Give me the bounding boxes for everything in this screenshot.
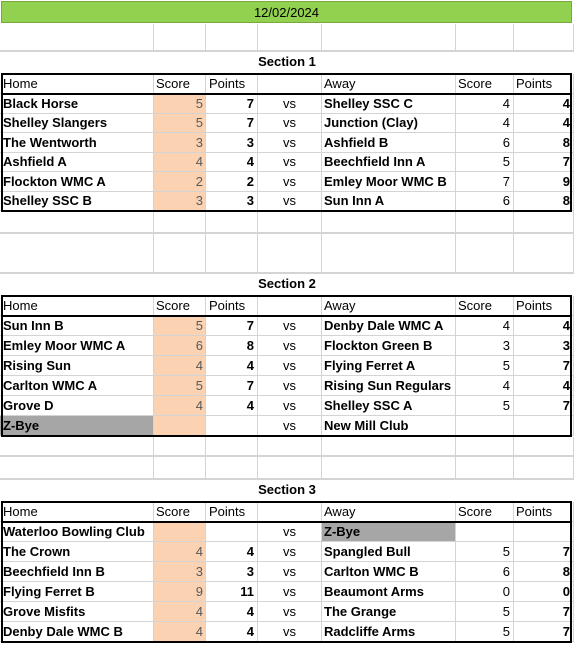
- away-points-cell[interactable]: 7: [514, 602, 574, 622]
- away-points-cell[interactable]: 0: [514, 582, 574, 602]
- home-score-cell[interactable]: 6: [154, 336, 206, 356]
- empty-cell[interactable]: [456, 210, 514, 233]
- away-score-cell[interactable]: 4: [456, 376, 514, 396]
- home-team-cell[interactable]: Grove D: [0, 396, 154, 416]
- empty-cell[interactable]: [322, 457, 456, 479]
- empty-row: [0, 210, 574, 234]
- home-score-cell[interactable]: 5: [154, 316, 206, 336]
- empty-cell[interactable]: [322, 24, 456, 51]
- away-team-cell[interactable]: New Mill Club: [322, 416, 456, 436]
- match-row: [0, 192, 574, 212]
- home-team-cell[interactable]: Beechfield Inn B: [0, 562, 154, 582]
- away-points-cell[interactable]: 4: [514, 376, 574, 396]
- home-points-cell[interactable]: 3: [206, 562, 258, 582]
- home-score-cell[interactable]: 3: [154, 192, 206, 212]
- empty-cell[interactable]: [206, 234, 258, 273]
- home-team-cell[interactable]: Emley Moor WMC A: [0, 336, 154, 356]
- away-points-cell[interactable]: 7: [514, 622, 574, 642]
- home-team-cell[interactable]: Rising Sun: [0, 356, 154, 376]
- home-points-cell[interactable]: 7: [206, 316, 258, 336]
- vs-label-cell[interactable]: vs: [258, 396, 322, 416]
- empty-cell[interactable]: [0, 437, 154, 456]
- away-score-cell[interactable]: 6: [456, 192, 514, 212]
- empty-cell[interactable]: [514, 234, 574, 273]
- away-score-cell[interactable]: 4: [456, 114, 514, 134]
- match-row: [0, 356, 574, 376]
- away-team-cell[interactable]: Rising Sun Regulars: [322, 376, 456, 396]
- home-score-cell[interactable]: 3: [154, 562, 206, 582]
- empty-cell[interactable]: [322, 210, 456, 233]
- away-score-cell[interactable]: 5: [456, 622, 514, 642]
- away-team-cell[interactable]: Denby Dale WMC A: [322, 316, 456, 336]
- away-points-cell[interactable]: 9: [514, 172, 574, 192]
- vs-label-cell[interactable]: vs: [258, 316, 322, 336]
- away-points-cell[interactable]: 7: [514, 153, 574, 173]
- date-label: 12/02/2024: [253, 4, 320, 20]
- home-points-cell[interactable]: 4: [206, 153, 258, 173]
- empty-cell[interactable]: [322, 234, 456, 273]
- home-team-cell[interactable]: Carlton WMC A: [0, 376, 154, 396]
- home-team-cell[interactable]: Flockton WMC A: [0, 172, 154, 192]
- home-points-cell[interactable]: 8: [206, 336, 258, 356]
- empty-cell[interactable]: [154, 234, 206, 273]
- home-team-cell[interactable]: The Wentworth: [0, 133, 154, 153]
- home-team-cell[interactable]: Z-Bye: [0, 416, 154, 436]
- header-blank[interactable]: [258, 296, 322, 316]
- away-team-cell[interactable]: The Grange: [322, 602, 456, 622]
- away-team-cell[interactable]: Radcliffe Arms: [322, 622, 456, 642]
- home-score-cell[interactable]: 4: [154, 396, 206, 416]
- match-row: [0, 416, 574, 436]
- match-row: [0, 582, 574, 602]
- away-points-cell[interactable]: [514, 522, 574, 542]
- match-row: [0, 562, 574, 582]
- empty-cell[interactable]: [0, 234, 154, 273]
- away-team-cell[interactable]: Emley Moor WMC B: [322, 172, 456, 192]
- vs-label-cell[interactable]: vs: [258, 416, 322, 436]
- away-team-cell[interactable]: Sun Inn A: [322, 192, 456, 212]
- empty-cell[interactable]: [258, 234, 322, 273]
- away-score-cell[interactable]: 5: [456, 356, 514, 376]
- vs-label-cell[interactable]: vs: [258, 562, 322, 582]
- header-away-score[interactable]: Score: [456, 296, 514, 316]
- header-score[interactable]: Score: [154, 74, 206, 94]
- home-team-cell[interactable]: Shelley Slangers: [0, 114, 154, 134]
- vs-label-cell[interactable]: vs: [258, 542, 322, 562]
- home-team-cell[interactable]: Black Horse: [0, 94, 154, 114]
- empty-cell[interactable]: [258, 457, 322, 479]
- home-team-cell[interactable]: Denby Dale WMC B: [0, 622, 154, 642]
- header-home[interactable]: Home: [0, 296, 154, 316]
- match-row: [0, 94, 574, 114]
- away-score-cell[interactable]: 3: [456, 336, 514, 356]
- home-score-cell[interactable]: [154, 416, 206, 436]
- empty-cell[interactable]: [206, 24, 258, 51]
- home-points-cell[interactable]: 7: [206, 94, 258, 114]
- header-blank[interactable]: [258, 502, 322, 522]
- header-away-points[interactable]: Points: [514, 74, 574, 94]
- home-score-cell[interactable]: 5: [154, 114, 206, 134]
- away-score-cell[interactable]: 5: [456, 542, 514, 562]
- empty-cell[interactable]: [514, 210, 574, 233]
- match-row: [0, 114, 574, 134]
- home-score-cell[interactable]: 5: [154, 376, 206, 396]
- home-team-cell[interactable]: Shelley SSC B: [0, 192, 154, 212]
- vs-label-cell[interactable]: vs: [258, 376, 322, 396]
- away-team-cell[interactable]: Spangled Bull: [322, 542, 456, 562]
- away-points-cell[interactable]: 7: [514, 542, 574, 562]
- header-divider: [1, 521, 572, 523]
- away-score-cell[interactable]: 5: [456, 602, 514, 622]
- header-away-score[interactable]: Score: [456, 74, 514, 94]
- match-row: [0, 316, 574, 336]
- vs-label-cell[interactable]: vs: [258, 602, 322, 622]
- match-row: [0, 153, 574, 173]
- home-points-cell[interactable]: [206, 416, 258, 436]
- away-score-cell[interactable]: 5: [456, 396, 514, 416]
- away-score-cell[interactable]: 4: [456, 316, 514, 336]
- away-score-cell[interactable]: [456, 522, 514, 542]
- header-away[interactable]: Away: [322, 502, 456, 522]
- empty-cell[interactable]: [206, 210, 258, 233]
- header-points[interactable]: Points: [206, 74, 258, 94]
- home-points-cell[interactable]: 7: [206, 114, 258, 134]
- away-points-cell[interactable]: 3: [514, 336, 574, 356]
- section-title: Section 2: [258, 276, 316, 291]
- empty-row: [0, 457, 574, 480]
- empty-cell[interactable]: [0, 24, 154, 51]
- home-team-cell[interactable]: Ashfield A: [0, 153, 154, 173]
- home-points-cell[interactable]: 4: [206, 542, 258, 562]
- header-row: [0, 74, 574, 94]
- header-away-points[interactable]: Points: [514, 296, 574, 316]
- header-points[interactable]: Points: [206, 502, 258, 522]
- empty-cell[interactable]: [514, 24, 574, 51]
- away-score-cell[interactable]: 4: [456, 94, 514, 114]
- away-team-cell[interactable]: Beaumont Arms: [322, 582, 456, 602]
- vs-label-cell[interactable]: vs: [258, 172, 322, 192]
- away-score-cell[interactable]: [456, 416, 514, 436]
- home-score-cell[interactable]: 5: [154, 94, 206, 114]
- empty-cell[interactable]: [154, 210, 206, 233]
- match-row: [0, 602, 574, 622]
- match-row: [0, 133, 574, 153]
- match-row: [0, 376, 574, 396]
- empty-cell[interactable]: [456, 457, 514, 479]
- header-home[interactable]: Home: [0, 502, 154, 522]
- empty-cell[interactable]: [258, 24, 322, 51]
- match-row: [0, 336, 574, 356]
- vs-label-cell[interactable]: vs: [258, 133, 322, 153]
- home-points-cell[interactable]: 3: [206, 133, 258, 153]
- home-team-cell[interactable]: Sun Inn B: [0, 316, 154, 336]
- empty-cell[interactable]: [258, 437, 322, 456]
- header-away[interactable]: Away: [322, 296, 456, 316]
- away-points-cell[interactable]: 7: [514, 356, 574, 376]
- home-team-cell[interactable]: Flying Ferret B: [0, 582, 154, 602]
- empty-cell[interactable]: [322, 437, 456, 456]
- away-team-cell[interactable]: Flying Ferret A: [322, 356, 456, 376]
- match-row: [0, 542, 574, 562]
- away-score-cell[interactable]: 6: [456, 133, 514, 153]
- home-points-cell[interactable]: [206, 522, 258, 542]
- home-score-cell[interactable]: 4: [154, 356, 206, 376]
- vs-label-cell[interactable]: vs: [258, 153, 322, 173]
- empty-cell[interactable]: [0, 457, 154, 479]
- home-score-cell[interactable]: 4: [154, 622, 206, 642]
- match-row: [0, 172, 574, 192]
- empty-cell[interactable]: [154, 457, 206, 479]
- home-points-cell[interactable]: 7: [206, 376, 258, 396]
- away-score-cell[interactable]: 6: [456, 562, 514, 582]
- away-score-cell[interactable]: 0: [456, 582, 514, 602]
- home-score-cell[interactable]: 3: [154, 133, 206, 153]
- vs-label-cell[interactable]: vs: [258, 94, 322, 114]
- empty-row: [0, 234, 574, 274]
- header-score[interactable]: Score: [154, 296, 206, 316]
- away-team-cell[interactable]: Z-Bye: [322, 522, 456, 542]
- header-score[interactable]: Score: [154, 502, 206, 522]
- vs-label-cell[interactable]: vs: [258, 192, 322, 212]
- empty-row: [0, 24, 574, 52]
- home-score-cell[interactable]: 4: [154, 542, 206, 562]
- empty-row: [0, 437, 574, 457]
- away-score-cell[interactable]: 7: [456, 172, 514, 192]
- empty-cell[interactable]: [456, 437, 514, 456]
- header-divider: [1, 93, 572, 95]
- home-points-cell[interactable]: 2: [206, 172, 258, 192]
- away-team-cell[interactable]: Carlton WMC B: [322, 562, 456, 582]
- home-score-cell[interactable]: 4: [154, 153, 206, 173]
- empty-cell[interactable]: [514, 457, 574, 479]
- empty-cell[interactable]: [154, 437, 206, 456]
- header-blank[interactable]: [258, 74, 322, 94]
- home-score-cell[interactable]: 2: [154, 172, 206, 192]
- away-points-cell[interactable]: 4: [514, 94, 574, 114]
- match-row: [0, 396, 574, 416]
- away-score-cell[interactable]: 5: [456, 153, 514, 173]
- away-team-cell[interactable]: Ashfield B: [322, 133, 456, 153]
- home-team-cell[interactable]: The Crown: [0, 542, 154, 562]
- home-points-cell[interactable]: 3: [206, 192, 258, 212]
- header-row: [0, 502, 574, 522]
- away-team-cell[interactable]: Beechfield Inn A: [322, 153, 456, 173]
- section-title: Section 3: [258, 482, 316, 497]
- empty-cell[interactable]: [206, 457, 258, 479]
- date-bar[interactable]: [1, 1, 572, 23]
- home-points-cell[interactable]: 11: [206, 582, 258, 602]
- away-team-cell[interactable]: Flockton Green B: [322, 336, 456, 356]
- away-points-cell[interactable]: 8: [514, 133, 574, 153]
- header-row: [0, 296, 574, 316]
- away-team-cell[interactable]: Junction (Clay): [322, 114, 456, 134]
- header-points[interactable]: Points: [206, 296, 258, 316]
- empty-cell[interactable]: [258, 210, 322, 233]
- header-away[interactable]: Away: [322, 74, 456, 94]
- header-away-score[interactable]: Score: [456, 502, 514, 522]
- away-points-cell[interactable]: 8: [514, 192, 574, 212]
- vs-label-cell[interactable]: vs: [258, 356, 322, 376]
- home-team-cell[interactable]: Waterloo Bowling Club: [0, 522, 154, 542]
- away-points-cell[interactable]: 4: [514, 114, 574, 134]
- vs-label-cell[interactable]: vs: [258, 336, 322, 356]
- away-team-cell[interactable]: Shelley SSC A: [322, 396, 456, 416]
- header-divider: [1, 315, 572, 317]
- home-points-cell[interactable]: 4: [206, 396, 258, 416]
- away-points-cell[interactable]: [514, 416, 574, 436]
- empty-cell[interactable]: [514, 437, 574, 456]
- empty-cell[interactable]: [456, 234, 514, 273]
- header-home[interactable]: Home: [0, 74, 154, 94]
- away-points-cell[interactable]: 4: [514, 316, 574, 336]
- empty-cell[interactable]: [0, 210, 154, 233]
- header-away-points[interactable]: Points: [514, 502, 574, 522]
- vs-label-cell[interactable]: vs: [258, 622, 322, 642]
- empty-cell[interactable]: [154, 24, 206, 51]
- match-row: [0, 622, 574, 642]
- vs-label-cell[interactable]: vs: [258, 522, 322, 542]
- home-score-cell[interactable]: 9: [154, 582, 206, 602]
- empty-cell[interactable]: [456, 24, 514, 51]
- home-points-cell[interactable]: 4: [206, 356, 258, 376]
- away-team-cell[interactable]: Shelley SSC C: [322, 94, 456, 114]
- home-points-cell[interactable]: 4: [206, 602, 258, 622]
- home-score-cell[interactable]: [154, 522, 206, 542]
- home-team-cell[interactable]: Grove Misfits: [0, 602, 154, 622]
- home-score-cell[interactable]: 4: [154, 602, 206, 622]
- empty-cell[interactable]: [206, 437, 258, 456]
- away-points-cell[interactable]: 7: [514, 396, 574, 416]
- section-title: Section 1: [258, 54, 316, 69]
- vs-label-cell[interactable]: vs: [258, 114, 322, 134]
- match-row: [0, 522, 574, 542]
- vs-label-cell[interactable]: vs: [258, 582, 322, 602]
- away-points-cell[interactable]: 8: [514, 562, 574, 582]
- home-points-cell[interactable]: 4: [206, 622, 258, 642]
